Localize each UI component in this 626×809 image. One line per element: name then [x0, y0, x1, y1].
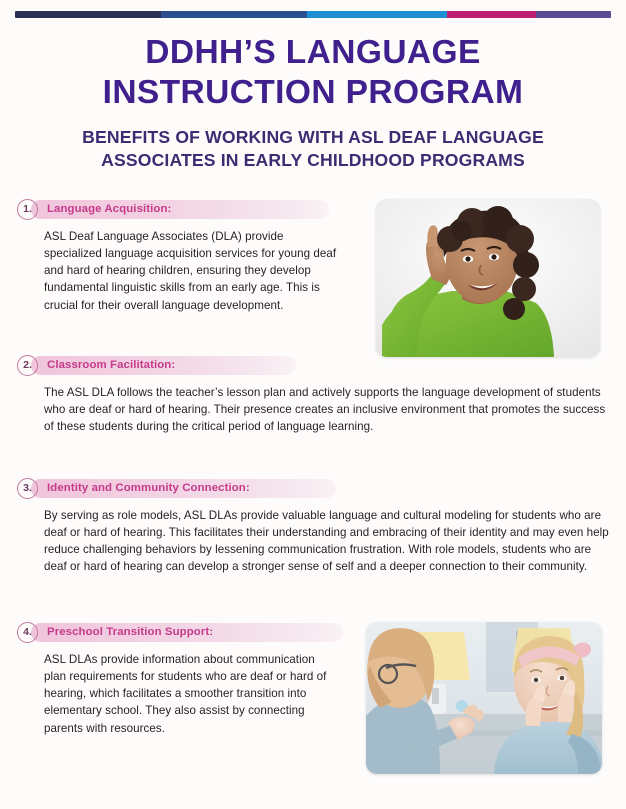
section-3	[17, 478, 609, 576]
page-subtitle-line-2: ASSOCIATES IN EARLY CHILDHOOD PROGRAMS	[101, 149, 525, 170]
section-2-heading: Classroom Facilitation:	[47, 359, 176, 371]
teacher-and-child-signing-photo	[366, 622, 602, 774]
title-block	[0, 33, 626, 171]
section-3-heading: Identity and Community Connection:	[47, 482, 250, 494]
section-2-header	[17, 355, 609, 376]
section-4-header	[17, 622, 357, 643]
page-title	[0, 33, 626, 113]
section-2	[17, 355, 609, 435]
top-bar-segment-1	[15, 11, 161, 18]
section-4	[17, 622, 357, 737]
section-1-number-badge: 1.	[17, 199, 38, 220]
section-4-heading: Preschool Transition Support:	[47, 626, 214, 638]
top-bar-segment-2	[161, 11, 307, 18]
page-subtitle	[0, 126, 626, 171]
child-signing-photo	[376, 199, 600, 357]
section-2-number-badge: 2.	[17, 355, 38, 376]
section-1-header	[17, 199, 357, 220]
section-3-number-badge: 3.	[17, 478, 38, 499]
section-3-header	[17, 478, 609, 499]
top-bar-segment-3	[307, 11, 447, 18]
teacher-and-child-illustration	[366, 622, 602, 774]
section-4-number-badge: 4.	[17, 622, 38, 643]
page-title-line-1: DDHH’S LANGUAGE	[145, 34, 481, 71]
top-bar-segment-4	[447, 11, 536, 18]
section-1-heading: Language Acquisition:	[47, 203, 172, 215]
top-color-bar	[15, 11, 611, 18]
section-2-body: The ASL DLA follows the teacher’s lesson plan and actively supports the language development of students who are deaf or hard of hearing. Their presence creates an inclusive environment that promotes the success of these students during the critical period of language learning.	[44, 386, 606, 434]
section-3-body: By serving as role models, ASL DLAs provide valuable language and cultural modeling for students who are deaf or hard of hearing. This facilitates their understanding and embracing of their identity and may even help reduce challenging behaviors by lessening communication frustration. With role models, students who are deaf or hard of hearing can develop a stronger sense of self and a deeper connection to their community.	[44, 509, 609, 574]
page-subtitle-line-1: BENEFITS OF WORKING WITH ASL DEAF LANGUAGE	[82, 127, 544, 148]
section-1-body: ASL Deaf Language Associates (DLA) provide specialized language acquisition services for young deaf and hard of hearing children, ensuring they develop fundamental linguistic skills from an early age. This is crucial for their overall language development.	[44, 230, 337, 312]
section-1	[17, 199, 357, 314]
top-bar-segment-5	[536, 11, 611, 18]
child-signing-illustration	[376, 199, 600, 357]
section-4-body: ASL DLAs provide information about communication plan requirements for students who are deaf or hard of hearing, which facilitates a smoother transition into elementary school. They also assist by connecting parents with resources.	[44, 653, 327, 735]
page-title-line-2: INSTRUCTION PROGRAM	[102, 74, 524, 112]
